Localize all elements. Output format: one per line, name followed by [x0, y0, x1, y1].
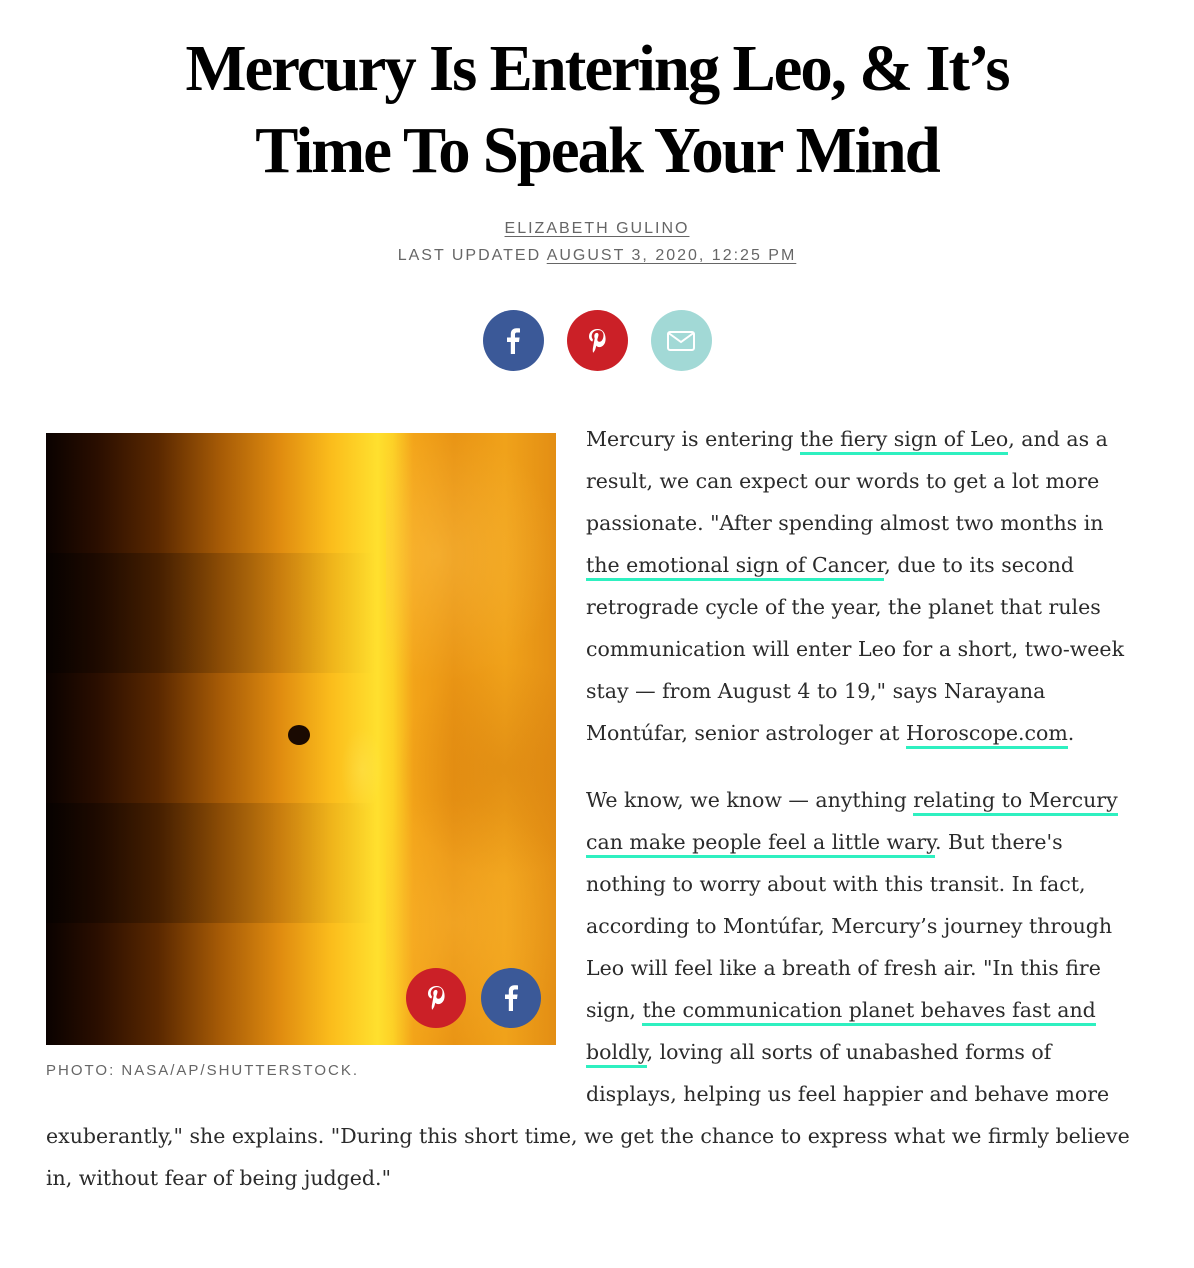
text-run: . [1067, 721, 1075, 745]
link-communication-planet[interactable]: the communication planet behaves fast and boldly [586, 998, 1096, 1068]
byline [0, 215, 1194, 269]
article-body [46, 418, 1136, 1224]
share-pinterest-button[interactable] [567, 310, 628, 371]
text-run: , loving all sorts of unabashed forms of displays, helping us feel happier and behave more exuberantly," she explains. "During this short time, we get the chance to express what we firmly believe in, without fear of being judged." [46, 1040, 1130, 1190]
headline-line-2: Time To Speak Your Mind [255, 114, 939, 187]
facebook-icon [506, 328, 520, 354]
author-link[interactable]: ELIZABETH GULINO [504, 220, 690, 237]
updated-label: LAST UPDATED [397, 247, 542, 264]
share-email-button[interactable] [651, 310, 712, 371]
share-bar [0, 310, 1194, 371]
photo-float-spacer [46, 418, 586, 1098]
share-facebook-button[interactable] [483, 310, 544, 371]
article-headline [12, 28, 1182, 192]
link-fiery-sign-of-leo[interactable]: the fiery sign of Leo [800, 427, 1008, 455]
updated-date-link[interactable]: AUGUST 3, 2020, 12:25 PM [546, 247, 797, 264]
link-emotional-sign-of-cancer[interactable]: the emotional sign of Cancer [586, 553, 884, 581]
text-run: We know, we know — anything [586, 788, 914, 812]
text-run: Mercury is entering [586, 427, 800, 451]
text-run: , and as a result, we can expect our words to get a lot more passionate. "After spending almost two months in [586, 427, 1108, 535]
text-run: , due to its second retrograde cycle of the year, the planet that rules communication will enter Leo for a short, two-week stay — from August 4 to 19," says Narayana Montúfar, senior astrologer at [586, 553, 1124, 745]
pinterest-icon [587, 328, 607, 354]
photo-caption: PHOTO: NASA/AP/SHUTTERSTOCK. [46, 1062, 359, 1079]
headline-line-1: Mercury Is Entering Leo, & It’s [185, 32, 1009, 105]
link-horoscope-com[interactable]: Horoscope.com [906, 721, 1068, 749]
text-run: . But there's nothing to worry about with this transit. In fact, according to Montúfar, Mercury’s journey through Leo will feel like a breath of fresh air. "In this fire sign, [586, 830, 1113, 1022]
link-relating-to-mercury[interactable]: relating to Mercury can make people feel a little wary [586, 788, 1118, 858]
email-icon [667, 331, 695, 351]
